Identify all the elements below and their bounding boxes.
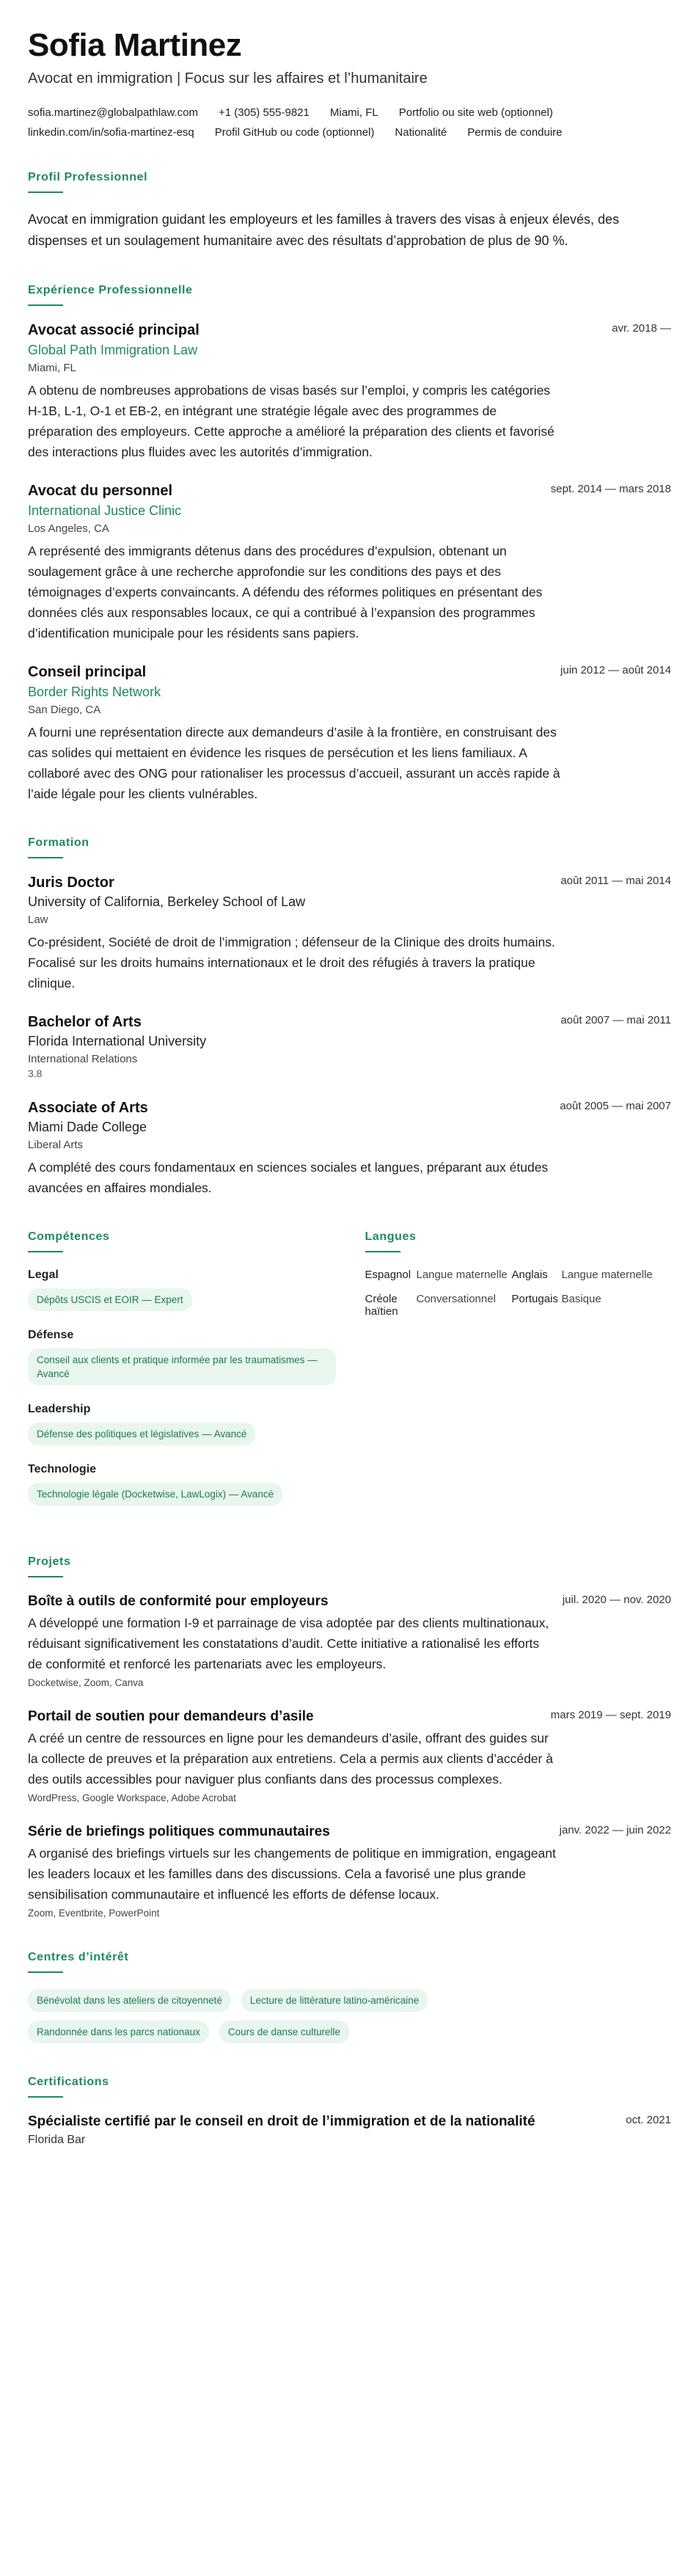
project-tools: Zoom, Eventbrite, PowerPoint [28, 1908, 160, 1919]
skill-group [28, 1269, 336, 1311]
interests-section [28, 1951, 671, 2043]
interest-chip: Bénévolat dans les ateliers de citoyenneté [28, 1989, 231, 2012]
interest-chip: Lecture de littérature latino-américaine [241, 1989, 428, 2012]
interest-chip: Cours de danse culturelle [219, 2021, 349, 2043]
section-divider [365, 1251, 400, 1252]
field-of-study: Liberal Arts [28, 1139, 84, 1151]
education-date: août 2005 — mai 2007 [560, 1100, 671, 1112]
contact-nationality: Nationalité [395, 126, 447, 139]
summary-section [28, 171, 671, 252]
job-title: Avocat associé principal [28, 322, 200, 338]
job-location: Los Angeles, CA [28, 522, 109, 535]
employer-name: Global Path Immigration Law [28, 343, 198, 357]
interest-list [28, 1989, 497, 2043]
skill-category: Technologie [28, 1463, 97, 1475]
project-entry [28, 1824, 671, 1919]
contact-github[interactable]: Profil GitHub ou code (optionnel) [214, 126, 375, 139]
skill-chip: Technologie légale (Docketwise, LawLogix) — Avancé [28, 1483, 282, 1506]
education-date: août 2007 — mai 2011 [560, 1014, 671, 1026]
section-title: Compétences [28, 1230, 110, 1243]
certification-date: oct. 2021 [626, 2114, 671, 2126]
skill-group [28, 1403, 336, 1445]
experience-entry [28, 664, 671, 804]
institution-name: University of California, Berkeley School of Law [28, 894, 306, 909]
project-title: Boîte à outils de conformité pour employeurs [28, 1594, 329, 1609]
section-title: Centres d’intérêt [28, 1951, 129, 1963]
field-of-study: International Relations [28, 1053, 138, 1065]
project-date: mars 2019 — sept. 2019 [550, 1709, 671, 1721]
experience-entry [28, 483, 671, 643]
section-title: Expérience Professionnelle [28, 284, 193, 296]
project-title: Portail de soutien pour demandeurs d’asile [28, 1709, 314, 1724]
skill-category: Défense [28, 1329, 74, 1341]
skill-chip: Conseil aux clients et pratique informée par les traumatismes — Avancé [28, 1349, 336, 1385]
certifications-section [28, 2076, 671, 2147]
skill-category: Leadership [28, 1403, 91, 1415]
section-divider [28, 2096, 63, 2098]
headline: Avocat en immigration | Focus sur les affaires et l’humanitaire [28, 70, 428, 87]
employer-name: Border Rights Network [28, 685, 161, 699]
project-tools: WordPress, Google Workspace, Adobe Acrobat [28, 1792, 236, 1803]
job-date: avr. 2018 — [612, 322, 671, 335]
contact-location: Miami, FL [329, 106, 378, 119]
section-title: Profil Professionnel [28, 171, 148, 183]
experience-entry [28, 322, 671, 462]
experience-section [28, 284, 671, 804]
job-location: Miami, FL [28, 362, 76, 374]
job-description: A représenté des immigrants détenus dans des procédures d’expulsion, obtenant un soulagement grâce à une recherche approfondie sur les conditions des pays et des témoignages d’experts convaincants. A défendu des réformes politiques en présentant des données clés aux responsables locaux, ce qui a contribué à l’expansion des programmes d’identification municipale pour les résidents sans papiers. [28, 544, 543, 641]
skill-chip: Défense des politiques et législatives — Avancé [28, 1423, 255, 1445]
skill-group [28, 1463, 336, 1506]
field-of-study: Law [28, 913, 48, 926]
employer-name: International Justice Clinic [28, 503, 182, 518]
languages-section [365, 1230, 672, 1523]
section-divider [28, 1251, 63, 1252]
job-date: juin 2012 — août 2014 [560, 664, 671, 676]
institution-name: Miami Dade College [28, 1120, 147, 1134]
section-title: Certifications [28, 2076, 109, 2088]
education-description: Co-président, Société de droit de l’immigration ; défenseur de la Clinique des droits humains. Focalisé sur les droits humains internationaux et le droit des réfugiés à travers la pratique clinique. [28, 935, 555, 990]
project-title: Série de briefings politiques communautaires [28, 1824, 330, 1839]
job-title: Avocat du personnel [28, 483, 173, 499]
language-name: Anglais [511, 1269, 548, 1281]
degree-title: Juris Doctor [28, 875, 114, 891]
project-description: A organisé des briefings virtuels sur les changements de politique en immigration, engageant les leaders locaux et les familles dans des discussions. Cela a favorisé une plus grande sensibilisation communautaire et influencé les efforts de défense locaux. [28, 1846, 556, 1902]
project-date: janv. 2022 — juin 2022 [559, 1824, 671, 1836]
section-title: Langues [365, 1230, 417, 1243]
education-entry [28, 1100, 671, 1198]
section-divider [28, 1971, 63, 1973]
language-level: Langue maternelle [561, 1269, 653, 1281]
skill-category: Legal [28, 1269, 59, 1281]
section-divider [28, 304, 63, 306]
education-description: A complété des cours fondamentaux en sciences sociales et langues, préparant aux études avancées en affaires mondiales. [28, 1160, 549, 1195]
interest-chip: Randonnée dans les parcs nationaux [28, 2021, 209, 2043]
project-entry [28, 1709, 671, 1803]
gpa-value: 3.8 [28, 1068, 43, 1079]
section-divider [28, 191, 63, 193]
project-entry [28, 1594, 671, 1688]
project-description: A créé un centre de ressources en ligne pour les demandeurs d’asile, offrant des guides sur la collecte de preuves et la préparation aux entretiens. Cela a permis aux clients d’accéder à des outils accessibles pour naviguer plus confiants dans des processus complexes. [28, 1731, 553, 1787]
education-entry [28, 875, 671, 993]
language-level: Basique [561, 1293, 601, 1305]
institution-name: Florida International University [28, 1034, 207, 1048]
job-description: A fourni une représentation directe aux demandeurs d’asile à la frontière, en construisant des cas solides qui mettaient en évidence les risques de persécution et les liens familiaux. A collaboré avec des ONG pour rationaliser les processus d’accueil, assurant un accès rapide à l’aide légale pour les clients vulnérables. [28, 725, 560, 801]
language-name: Créole haïtien [365, 1293, 398, 1318]
education-entry [28, 1014, 671, 1079]
language-level: Langue maternelle [416, 1269, 508, 1281]
degree-title: Associate of Arts [28, 1100, 148, 1116]
contact-list [28, 106, 671, 139]
education-date: août 2011 — mai 2014 [560, 875, 671, 887]
section-divider [28, 1576, 63, 1577]
degree-title: Bachelor of Arts [28, 1014, 142, 1030]
contact-email[interactable]: sofia.martinez@globalpathlaw.com [28, 106, 199, 119]
job-title: Conseil principal [28, 664, 147, 680]
contact-portfolio[interactable]: Portfolio ou site web (optionnel) [398, 106, 553, 119]
skill-chip: Dépôts USCIS et EOIR — Expert [28, 1288, 192, 1311]
section-title: Projets [28, 1555, 71, 1568]
education-section [28, 836, 671, 1198]
certification-title: Spécialiste certifié par le conseil en droit de l’immigration et de la nationalité [28, 2114, 535, 2129]
job-date: sept. 2014 — mars 2018 [550, 483, 671, 495]
job-description: A obtenu de nombreuses approbations de visas basés sur l’emploi, y compris les catégories H-1B, L-1, O-1 et EB-2, en intégrant une stratégie légale avec des programmes de préparation des employeurs. Cette approche a amélioré la préparation des clients et favorisé des interactions plus fluides avec les autorités d’immigration. [28, 383, 555, 459]
contact-linkedin[interactable]: linkedin.com/in/sofia-martinez-esq [28, 126, 194, 139]
summary-text: Avocat en immigration guidant les employeurs et les familles à travers des visas à enjeux élevés, des dispenses et un soulagement humanitaire avec des résultats d’approbation de plus de 90 %. [28, 212, 620, 248]
language-level: Conversationnel [416, 1293, 496, 1305]
project-date: juil. 2020 — nov. 2020 [562, 1594, 671, 1606]
certification-issuer: Florida Bar [28, 2134, 86, 2146]
certification-entry [28, 2114, 671, 2147]
contact-license: Permis de conduire [467, 126, 563, 139]
projects-section [28, 1555, 671, 1919]
candidate-name: Sofia Martinez [28, 27, 242, 63]
section-divider [28, 857, 63, 858]
language-name: Espagnol [365, 1269, 411, 1281]
skill-group [28, 1329, 336, 1385]
section-title: Formation [28, 836, 89, 849]
job-location: San Diego, CA [28, 704, 101, 716]
resume-header [28, 26, 671, 139]
project-description: A développé une formation I-9 et parrainage de visa adoptée par des clients multinationaux, réduisant significativement les constatations d’audit. Cette initiative a rationalisé les efforts de conformité et renforcé les partenariats avec les employeurs. [28, 1616, 549, 1671]
language-list [365, 1269, 672, 1318]
contact-phone[interactable]: +1 (305) 555-9821 [219, 106, 310, 119]
language-name: Portugais [511, 1293, 558, 1305]
project-tools: Docketwise, Zoom, Canva [28, 1677, 144, 1688]
skills-section [28, 1230, 336, 1523]
skills-languages-row [28, 1230, 671, 1523]
